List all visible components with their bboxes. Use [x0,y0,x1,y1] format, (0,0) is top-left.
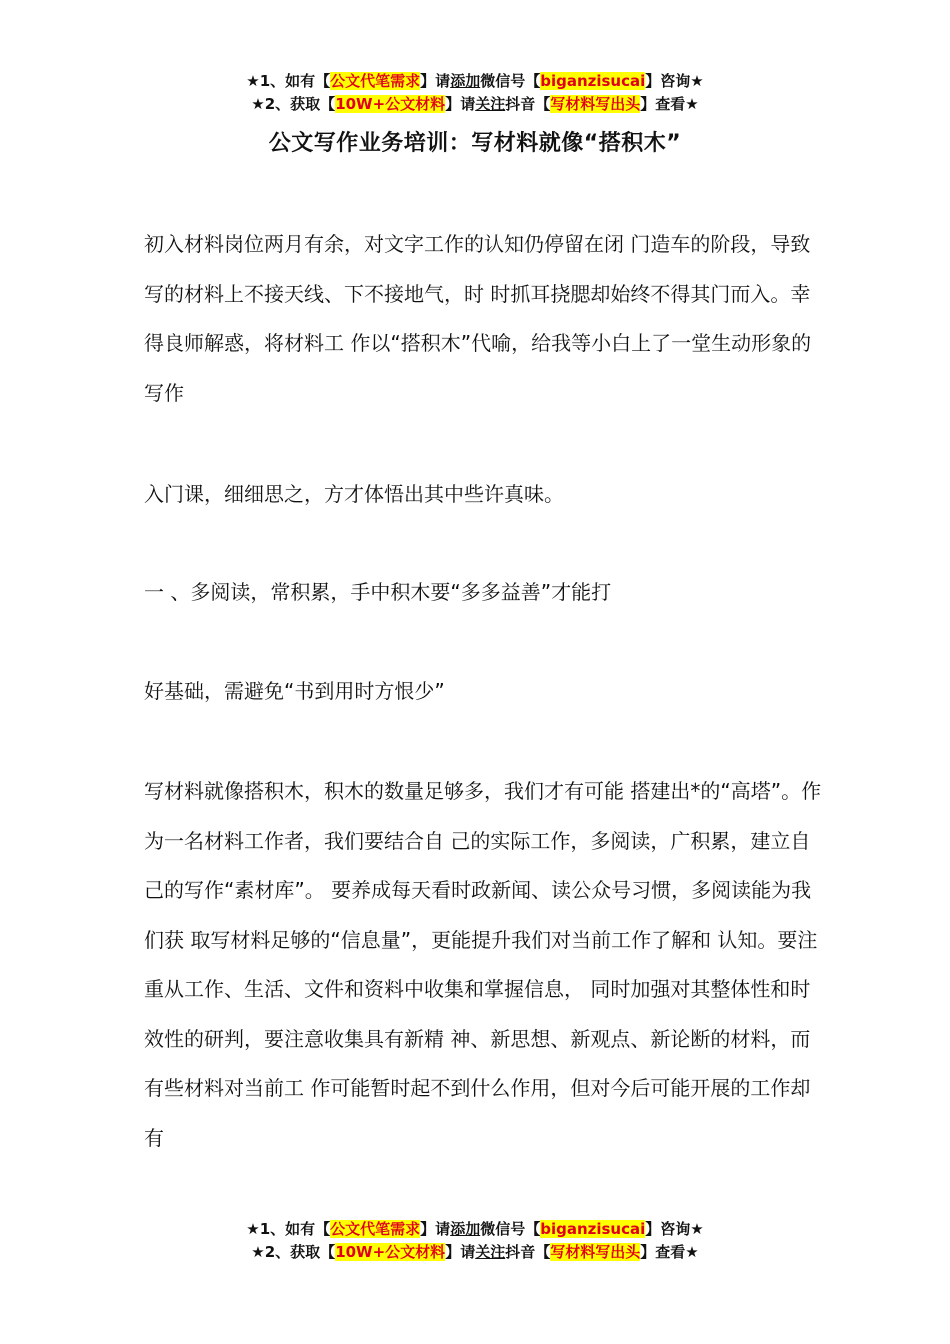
banner-text: ★1、如有【 [246,1220,331,1238]
banner-underlined: 关注 [475,1243,506,1261]
banner-line-1 [0,70,950,93]
banner-text: 】咨询★ [645,1220,704,1238]
banner-text: 】查看★ [640,1243,699,1261]
banner-text: 抖音【 [505,1243,551,1261]
banner-text: ★2、获取【 [251,95,336,113]
banner-text: 微信号【 [480,1220,541,1238]
highlight-wechat-id: biganzisucai [540,72,646,90]
banner-underlined: 添加 [450,72,481,90]
banner-text: 】请 [420,1220,451,1238]
header-banner [0,70,950,116]
banner-text: 】咨询★ [645,72,704,90]
banner-text: 微信号【 [480,72,541,90]
banner-line-1 [0,1218,950,1241]
banner-text: 】请 [420,72,451,90]
banner-underlined: 添加 [450,1220,481,1238]
highlight-service: 公文代笔需求 [330,72,421,90]
banner-text: ★2、获取【 [251,1243,336,1261]
highlight-wechat-id: biganzisucai [540,1220,646,1238]
banner-line-2 [0,1241,950,1264]
highlight-materials: 10W+公文材料 [335,1243,446,1261]
paragraph: 写材料就像搭积木，积木的数量足够多，我们才有可能 搭建出*的“高塔”。作为一名材料工作者，我们要结合自 己的实际工作，多阅读，广积累，建立自己的写作“素材库”。 要养成每天看时政新闻、读公众号习惯，多阅读能为我们获 取写材料足够的“信息量”，更能提升我们对当前工作了解和 认知。要注重从工作、生活、文件和资料中收集和掌握信息， 同时加强对其整体性和时效性的研判，要注意收集具有新精 神、新思想、新观点、新论断的材料，而有些材料对当前工 作可能暂时起不到什么作用，但对今后可能开展的工作却有 [144,779,822,1150]
highlight-douyin-account: 写材料写出头 [550,1243,641,1261]
highlight-douyin-account: 写材料写出头 [550,95,641,113]
highlight-service: 公文代笔需求 [330,1220,421,1238]
paragraph: 入门课，细细思之，方才体悟出其中些许真味。 [144,482,564,506]
section-heading-cont: 好基础，需避免“书到用时方恨少” [144,679,445,703]
banner-text: 】请 [445,95,476,113]
banner-text: 】请 [445,1243,476,1261]
footer-banner [0,1218,950,1264]
banner-text: ★1、如有【 [246,72,331,90]
page-title: 公文写作业务培训：写材料就像“搭积木” [268,131,682,156]
highlight-materials: 10W+公文材料 [335,95,446,113]
banner-text: 抖音【 [505,95,551,113]
paragraph: 初入材料岗位两月有余，对文字工作的认知仍停留在闭 门造车的阶段，导致写的材料上不接天线、下不接地气，时 时抓耳挠腮却始终不得其门而入。幸得良师解惑，将材料工 作以“搭积木”代喻，给我等小白上了一堂生动形象的写作 [144,232,812,405]
section-heading: 一 、多阅读，常积累，手中积木要“多多益善”才能打 [144,580,612,604]
banner-underlined: 关注 [475,95,506,113]
banner-line-2 [0,93,950,116]
banner-text: 】查看★ [640,95,699,113]
